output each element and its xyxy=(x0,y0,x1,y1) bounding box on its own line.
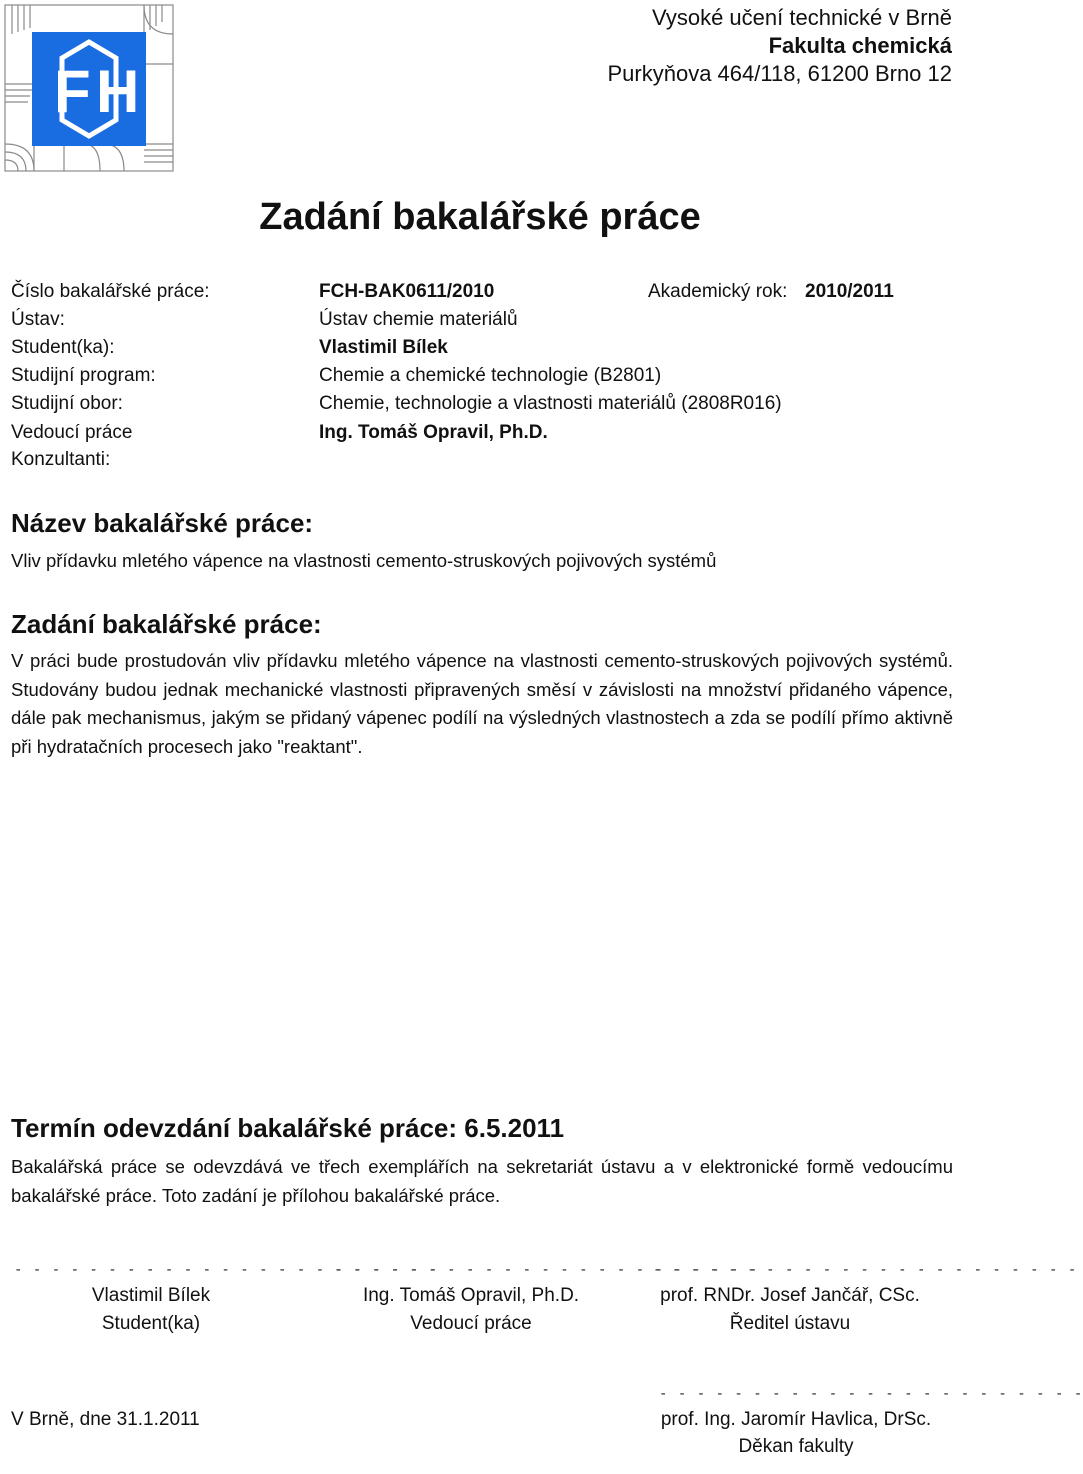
thesis-number-label: Číslo bakalářské práce: xyxy=(11,281,210,302)
student-label: Student(ka): xyxy=(11,337,115,358)
director-signature-name: prof. RNDr. Josef Jančář, CSc. xyxy=(660,1285,920,1306)
thesis-title-heading: Název bakalářské práce: xyxy=(11,508,314,538)
academic-year-value: 2010/2011 xyxy=(805,281,894,302)
place-and-date: V Brně, dne 31.1.2011 xyxy=(11,1409,200,1430)
student-signature-role: Student(ka) xyxy=(101,1313,201,1334)
logo-letter-f: F xyxy=(54,58,91,125)
supervisor-label: Vedoucí práce xyxy=(11,422,133,443)
signature-line-director: - - - - - - - - - - - - - - - - - - - - - - - xyxy=(653,1262,1078,1278)
dean-signature-role: Děkan fakulty xyxy=(738,1436,854,1457)
assignment-heading: Zadání bakalářské práce: xyxy=(11,609,322,639)
deadline-heading: Termín odevzdání bakalářské práce: 6.5.2011 xyxy=(11,1113,565,1143)
institute-label: Ústav: xyxy=(11,309,65,330)
signature-line-student: - - - - - - - - - - - - - - - - - - - - - - - xyxy=(14,1262,439,1278)
signature-line-dean: - - - - - - - - - - - - - - - - - - - - - - - xyxy=(659,1386,1083,1402)
faculty-address: Purkyňova 464/118, 61200 Brno 12 xyxy=(607,61,952,86)
student-value: Vlastimil Bílek xyxy=(319,337,448,358)
deadline-text: Bakalářská práce se odevzdává ve třech exemplářích na sekretariát ústavu a v elektronické formě vedoucímu bakalářské práce. Toto zadání je přílohou bakalářské práce. xyxy=(11,1156,953,1206)
dean-signature-name: prof. Ing. Jaromír Havlica, DrSc. xyxy=(660,1409,932,1430)
logo-letter-h: H xyxy=(96,58,140,125)
supervisor-signature-role: Vedoucí práce xyxy=(410,1313,532,1334)
faculty-logo xyxy=(4,4,176,174)
study-program-label: Studijní program: xyxy=(11,365,156,386)
faculty-name: Fakulta chemická xyxy=(768,33,952,58)
consultants-label: Konzultanti: xyxy=(11,449,111,470)
thesis-number-value: FCH-BAK0611/2010 xyxy=(319,281,495,302)
director-signature-role: Ředitel ústavu xyxy=(729,1313,851,1334)
supervisor-signature-name: Ing. Tomáš Opravil, Ph.D. xyxy=(362,1285,580,1306)
university-name: Vysoké učení technické v Brně xyxy=(651,5,952,30)
study-field-value: Chemie, technologie a vlastnosti materiálů (2808R016) xyxy=(319,393,782,414)
page-title: Zadání bakalářské práce xyxy=(259,196,701,238)
supervisor-value: Ing. Tomáš Opravil, Ph.D. xyxy=(319,422,548,443)
thesis-title-text: Vliv přídavku mletého vápence na vlastnosti cemento-struskových pojivových systémů xyxy=(11,550,717,571)
study-field-label: Studijní obor: xyxy=(11,393,123,414)
student-signature-name: Vlastimil Bílek xyxy=(91,1285,211,1306)
fch-logo-icon xyxy=(4,4,176,174)
academic-year-label: Akademický rok: xyxy=(648,281,788,302)
assignment-text: V práci bude prostudován vliv přídavku mletého vápence na vlastnosti cemento-struskových pojivových systémů. Studovány budou jednak mechanické vlastnosti připravených směsí v závislosti na množství přidaného vápence, dále pak mechanismus, jakým se přidaný vápenec podílí na výsledných vlastnostech a zda se podílí přímo aktivně při hydratačních procesech jako "reaktant". xyxy=(11,650,953,757)
institute-value: Ústav chemie materiálů xyxy=(319,309,518,330)
study-program-value: Chemie a chemické technologie (B2801) xyxy=(319,365,662,386)
signature-line-supervisor: - - - - - - - - - - - - - - - - - - - - - - - xyxy=(334,1262,759,1278)
